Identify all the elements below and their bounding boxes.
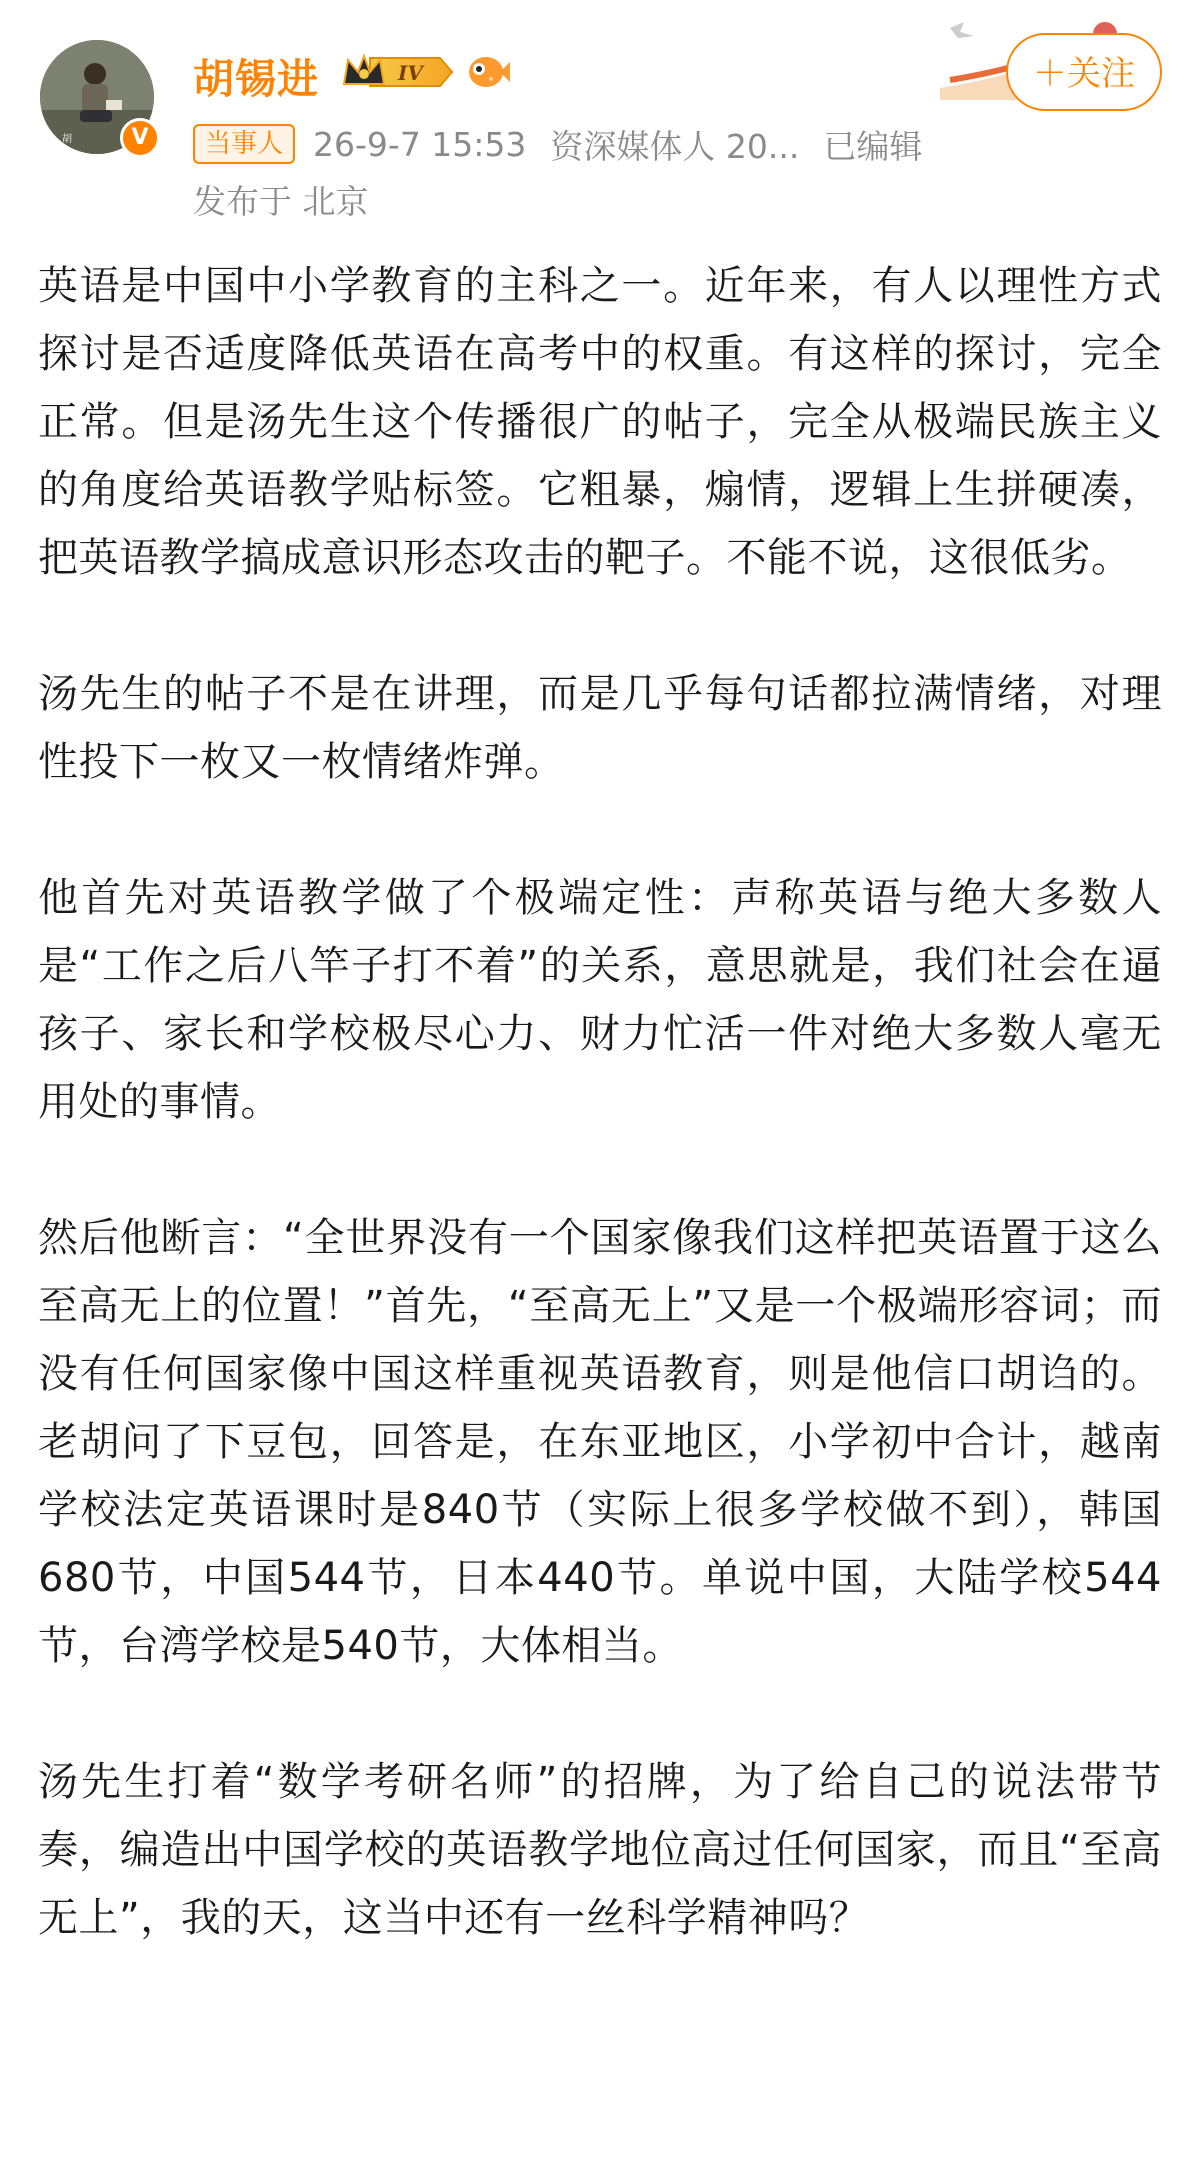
crown-level-badge-icon [340, 50, 454, 94]
fish-badge-icon [464, 52, 510, 92]
follow-button[interactable]: ＋关注 [1006, 33, 1162, 111]
post-meta [193, 122, 946, 166]
party-tag: 当事人 [193, 124, 295, 164]
post-paragraph: 他首先对英语教学做了个极端定性：声称英语与绝大多数人是“工作之后八竿子打不着”的关系，意思就是，我们社会在逼孩子、家长和学校极尽心力、财力忙活一件对绝大多数人毫无用处的事情。 [38, 875, 1162, 1125]
post-body [38, 252, 1162, 2020]
post-paragraph: 汤先生打着“数学考研名师”的招牌，为了给自己的说法带节奏，编造出中国学校的英语教学地位高过任何国家，而且“至高无上”，我的天，这当中还有一丝科学精神吗？ [38, 1759, 1162, 1941]
svg-text:IV: IV [398, 61, 423, 85]
svg-text:胡: 胡 [62, 134, 72, 145]
post-source[interactable]: 资深媒体人 20... [550, 126, 800, 166]
post-paragraph: 汤先生的帖子不是在讲理，而是几乎每句话都拉满情绪，对理性投下一枚又一枚情绪炸弹。 [38, 671, 1162, 785]
post-paragraph: 然后他断言：“全世界没有一个国家像我们这样把英语置于这么至高无上的位置！”首先，“至高无上”又是一个极端形容词；而没有任何国家像中国这样重视英语教育，则是他信口胡诌的。老胡问了下豆包，回答是，在东亚地区，小学初中合计，越南学校法定英语课时是840节（实际上很多学校做不到），韩国680节，中国544节，日本440节。单说中国，大陆学校544节，台湾学校是540节，大体相当。 [38, 1215, 1162, 1669]
verified-badge-icon: V [120, 118, 160, 158]
post-timestamp: 26-9-7 15:53 [313, 124, 527, 164]
post-header [0, 0, 1200, 230]
post-paragraph: 英语是中国中小学教育的主科之一。近年来，有人以理性方式探讨是否适度降低英语在高考中的权重。有这样的探讨，完全正常。但是汤先生这个传播很广的帖子，完全从极端民族主义的角度给英语教学贴标签。它粗暴，煽情，逻辑上生拼硬凑，把英语教学搞成意识形态攻击的靶子。不能不说，这很低劣。 [38, 263, 1162, 581]
edited-label[interactable]: 已编辑 [823, 126, 923, 166]
username[interactable]: 胡锡进 [193, 55, 319, 103]
post-location: 发布于 北京 [193, 182, 369, 221]
